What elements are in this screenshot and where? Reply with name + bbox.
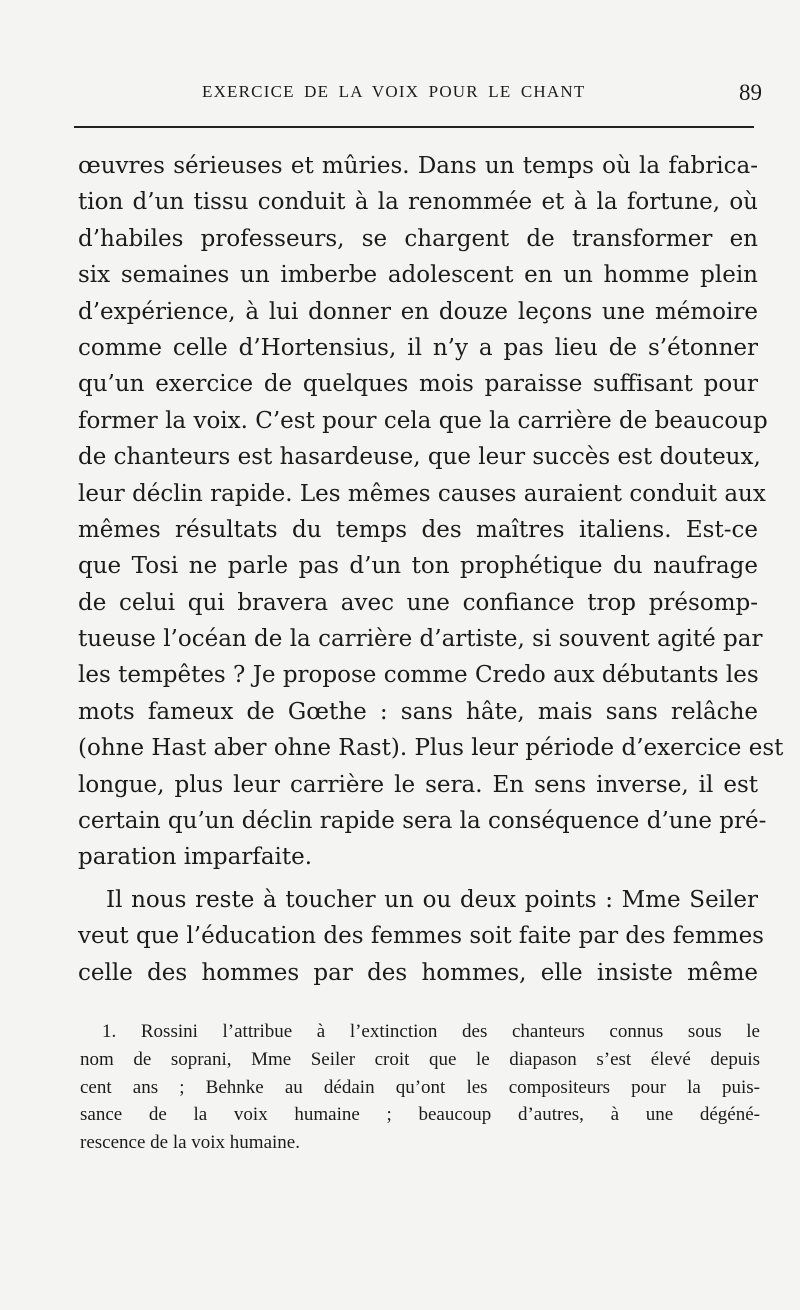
text-line: d’habiles professeurs, se chargent de transformer en <box>78 225 758 252</box>
footnote-line: 1. Rossini l’attribue à l’extinction des chanteurs connus sous le <box>102 1021 760 1042</box>
text-line: tueuse l’océan de la carrière d’artiste, si souvent agité par <box>78 626 763 653</box>
footnote-line: rescence de la voix humaine. <box>80 1132 300 1154</box>
text-line: Il nous reste à toucher un ou deux points : Mme Seiler <box>106 886 758 913</box>
footnote-line: sance de la voix humaine ; beaucoup d’autres, à une dégéné- <box>80 1104 760 1126</box>
text-line: qu’un exercice de quelques mois paraisse suffisant pour <box>78 371 758 398</box>
text-line: certain qu’un déclin rapide sera la conséquence d’une pré- <box>78 808 767 835</box>
page-header <box>0 80 800 112</box>
body-text <box>78 148 784 991</box>
text-line: de celui qui bravera avec une confiance trop présomp- <box>78 589 758 616</box>
text-line: que Tosi ne parle pas d’un ton prophétique du naufrage <box>78 553 758 580</box>
text-line: les tempêtes ? Je propose comme Credo aux débutants les <box>78 662 759 689</box>
text-line: comme celle d’Hortensius, il n’y a pas lieu de s’étonner <box>78 334 758 361</box>
text-line: celle des hommes par des hommes, elle insiste même <box>78 959 758 986</box>
text-line: leur déclin rapide. Les mêmes causes auraient conduit aux <box>78 480 766 507</box>
text-line: mêmes résultats du temps des maîtres italiens. Est-ce <box>78 516 758 543</box>
text-line: six semaines un imberbe adolescent en un homme plein <box>78 262 758 289</box>
text-line: de chanteurs est hasardeuse, que leur succès est douteux, <box>78 444 761 471</box>
text-line: œuvres sérieuses et mûries. Dans un temps où la fabrica- <box>78 153 758 179</box>
header-rule <box>74 126 754 128</box>
text-line: longue, plus leur carrière le sera. En sens inverse, il est <box>78 771 758 798</box>
footnote-line: cent ans ; Behnke au dédain qu’ont les compositeurs pour la puis- <box>80 1076 760 1098</box>
text-line: tion d’un tissu conduit à la renommée et à la fortune, où <box>78 189 758 216</box>
text-line: d’expérience, à lui donner en douze leçons une mémoire <box>78 298 758 325</box>
text-line: paration imparfaite. <box>78 844 313 871</box>
page-number: 89 <box>739 80 762 105</box>
footnote <box>80 1018 760 1157</box>
running-head: EXERCICE DE LA VOIX POUR LE CHANT <box>202 82 586 101</box>
text-line: former la voix. C’est pour cela que la carrière de beaucoup <box>78 407 768 434</box>
text-line: mots fameux de Gœthe : sans hâte, mais sans relâche <box>78 698 758 725</box>
text-line: veut que l’éducation des femmes soit faite par des femmes <box>78 923 764 950</box>
footnote-line: nom de soprani, Mme Seiler croit que le diapason s’est élevé depuis <box>80 1048 760 1070</box>
text-line: (ohne Hast aber ohne Rast). Plus leur période d’exercice est <box>78 735 784 762</box>
